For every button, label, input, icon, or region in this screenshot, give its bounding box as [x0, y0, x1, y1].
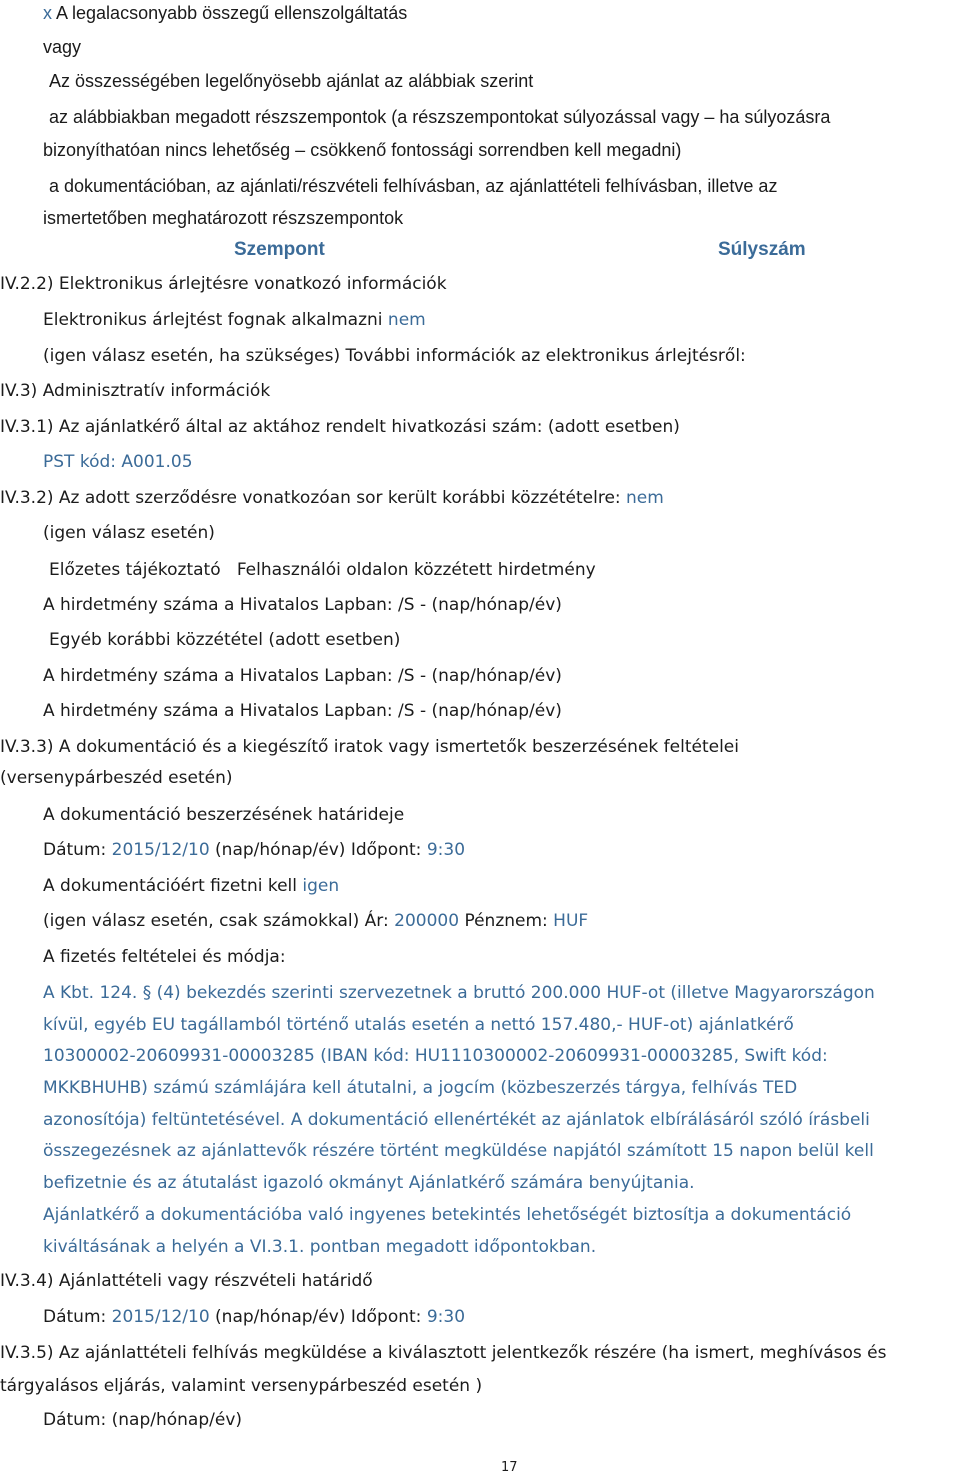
- reference-heading: IV.3.1) Az ajánlatkérő által az aktához rendelt hivatkozási szám: (adott esetben): [0, 417, 680, 437]
- payment-terms-line: MKKBHUHB) számú számlájára kell átutalni, a jogcím (közbeszerzés tárgya, felhívás TED: [43, 1078, 798, 1098]
- payment-terms-line: kívül, egyéb EU tagállamból történő utalás esetén a nettó 157.480,- HUF-ot) ajánlatkérő: [43, 1015, 794, 1035]
- invitation-date-line: Dátum: (nap/hónap/év): [43, 1410, 243, 1430]
- payment-terms-line: befizetnie és az átutalást igazoló okmányt Ajánlatkérő számára benyújtania.: [43, 1173, 695, 1193]
- currency-label: Pénznem:: [464, 911, 548, 931]
- prior-information-options: Előzetes tájékoztató Felhasználói oldalon közzétett hirdetmény: [49, 560, 596, 580]
- documents-heading-line-1: IV.3.3) A dokumentáció és a kiegészítő iratok vagy ismertetők beszerzésének feltételei: [0, 737, 739, 757]
- date-format: (nap/hónap/év): [215, 1307, 346, 1327]
- submission-date-row: [43, 1306, 465, 1328]
- payment-terms-line: Ajánlatkérő a dokumentációba való ingyenes betekintés lehetőségét biztosítja a dokumentáció: [43, 1205, 852, 1225]
- invitation-heading-line-2: tárgyalásos eljárás, valamint versenypárbeszéd esetén ): [0, 1376, 483, 1396]
- payment-terms-line: A Kbt. 124. § (4) bekezdés szerinti szervezetnek a bruttó 200.000 HUF-ot (illetve Magyarországon: [43, 983, 875, 1003]
- payment-required-label: A dokumentációért fizetni kell: [43, 876, 297, 896]
- payment-terms-line: azonosítója) feltüntetésével. A dokumentáció ellenértékét az ajánlatok elbírálásáról szóló írásbeli: [43, 1110, 870, 1130]
- auction-heading: IV.2.2) Elektronikus árlejtésre vonatkozó információk: [0, 274, 447, 294]
- previous-publication-row: [0, 487, 664, 509]
- lowest-price-label: A legalacsonyabb összegű ellenszolgáltatás: [56, 3, 408, 23]
- documentation-subcriteria-line-2: ismertetőben meghatározott részszempontok: [43, 208, 404, 228]
- payment-terms-line: 10300002-20609931-00003285 (IBAN kód: HU1110300002-20609931-00003285, Swift kód:: [43, 1046, 828, 1066]
- documents-deadline-label: A dokumentáció beszerzésének határideje: [43, 805, 405, 825]
- date-value: 2015/12/10: [111, 840, 210, 860]
- or-text: vagy: [43, 37, 82, 57]
- auction-applied-label: Elektronikus árlejtést fognak alkalmazni: [43, 310, 383, 330]
- previous-publication-heading: IV.3.2) Az adott szerződésre vonatkozóan sor került korábbi közzétételre:: [0, 488, 621, 508]
- time-label: Időpont:: [350, 840, 422, 860]
- subcriteria-option-line-2: bizonyíthatóan nincs lehetőség – csökkenő fontossági sorrendben kell megadni): [43, 140, 682, 160]
- notice-number-2: A hirdetmény száma a Hivatalos Lapban: /S - (nap/hónap/év): [43, 666, 562, 686]
- documentation-subcriteria-line-1: a dokumentációban, az ajánlati/részvételi felhívásban, az ajánlattételi felhívásban, illetve az: [49, 176, 778, 196]
- lowest-price-option: [43, 2, 407, 24]
- payment-required-value: igen: [302, 876, 340, 896]
- time-value: 9:30: [426, 1307, 466, 1327]
- currency-value: HUF: [553, 911, 589, 931]
- notice-number-3: A hirdetmény száma a Hivatalos Lapban: /S - (nap/hónap/év): [43, 701, 562, 721]
- documents-date-row: [43, 839, 465, 861]
- payment-terms-label: A fizetés feltételei és módja:: [43, 947, 286, 967]
- time-value: 9:30: [426, 840, 466, 860]
- payment-terms-line: összegezésnek az ajánlattevők részére történt megküldése napjától számított 15 napon belül kell: [43, 1141, 874, 1161]
- documents-heading-line-2: (versenypárbeszéd esetén): [0, 768, 233, 788]
- weight-column-header: Súlyszám: [718, 239, 806, 260]
- other-previous-publication: Egyéb korábbi közzététel (adott esetben): [49, 630, 401, 650]
- price-value: 200000: [394, 911, 460, 931]
- reference-value: PST kód: A001.05: [43, 452, 193, 472]
- if-yes-text: (igen válasz esetén): [43, 523, 215, 543]
- previous-publication-value: nem: [626, 488, 664, 508]
- selected-mark: x: [43, 3, 52, 23]
- best-value-option: Az összességében legelőnyösebb ajánlat az alábbiak szerint: [49, 71, 534, 91]
- auction-more-info: (igen válasz esetén, ha szükséges) További információk az elektronikus árlejtésről:: [43, 346, 746, 366]
- date-format: (nap/hónap/év): [215, 840, 346, 860]
- auction-applied-value: nem: [387, 310, 426, 330]
- notice-number-1: A hirdetmény száma a Hivatalos Lapban: /S - (nap/hónap/év): [43, 595, 562, 615]
- criterion-column-header: Szempont: [234, 239, 325, 260]
- date-value: 2015/12/10: [111, 1307, 210, 1327]
- subcriteria-option-line-1: az alábbiakban megadott részszempontok (a részszempontokat súlyozással vagy – ha súlyozásra: [49, 107, 831, 127]
- payment-terms-line: kiváltásának a helyén a VI.3.1. pontban megadott időpontokban.: [43, 1237, 597, 1257]
- payment-required-row: [43, 875, 339, 897]
- admin-heading: IV.3) Adminisztratív információk: [0, 381, 271, 401]
- auction-applied-row: [43, 309, 426, 331]
- submission-heading: IV.3.4) Ajánlattételi vagy részvételi határidő: [0, 1271, 373, 1291]
- time-label: Időpont:: [350, 1307, 422, 1327]
- date-label: Dátum:: [43, 840, 107, 860]
- price-row: [43, 910, 588, 932]
- page-number: 17: [501, 1460, 518, 1475]
- date-label: Dátum:: [43, 1307, 107, 1327]
- invitation-heading-line-1: IV.3.5) Az ajánlattételi felhívás megküldése a kiválasztott jelentkezők részére (ha ismert, meghívásos és: [0, 1343, 887, 1363]
- price-label: (igen válasz esetén, csak számokkal) Ár:: [43, 911, 389, 931]
